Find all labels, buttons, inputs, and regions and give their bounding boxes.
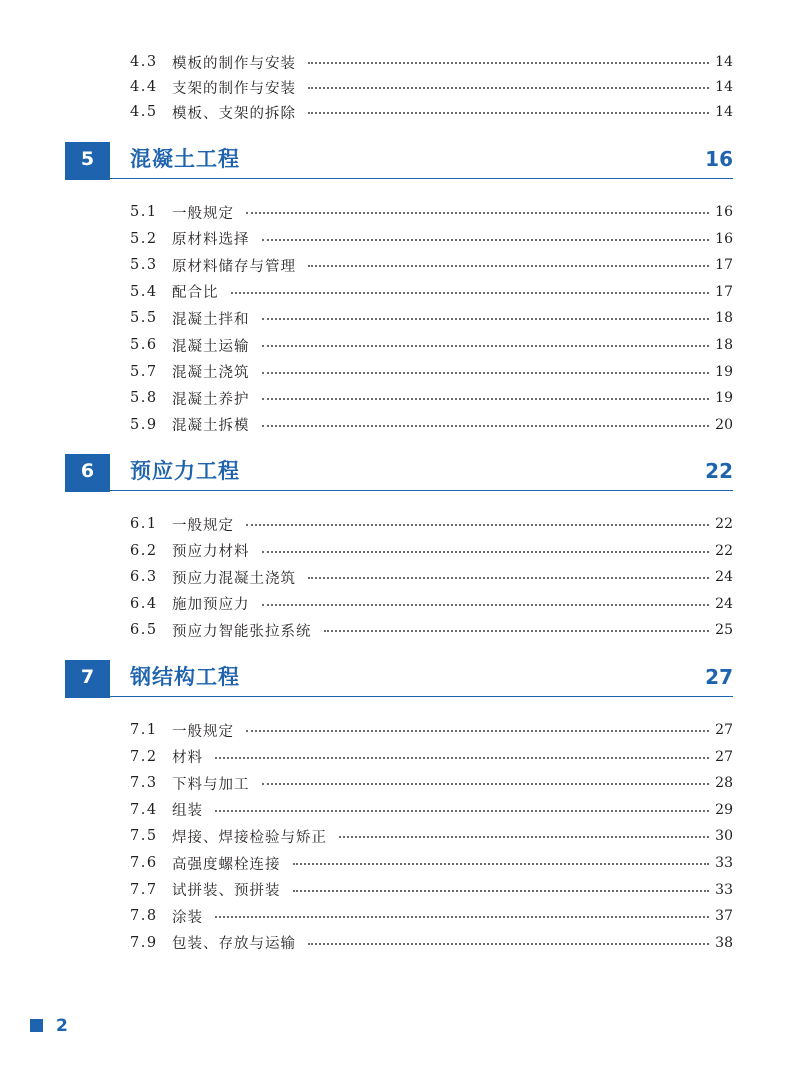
section-number: 5.7 bbox=[130, 363, 158, 380]
section-title: 材料 bbox=[172, 750, 203, 767]
chapter-divider bbox=[110, 696, 733, 697]
section-title: 混凝土拌和 bbox=[172, 311, 250, 328]
dot-leader bbox=[246, 524, 709, 526]
section-number: 7.6 bbox=[130, 855, 158, 871]
dot-leader bbox=[262, 345, 710, 347]
dot-leader bbox=[324, 630, 710, 632]
section-title: 模板的制作与安装 bbox=[172, 55, 296, 72]
section-page-number: 14 bbox=[715, 104, 733, 120]
toc-entry[interactable] bbox=[130, 200, 733, 224]
section-number: 7.7 bbox=[130, 881, 158, 898]
section-page-number: 16 bbox=[715, 230, 733, 247]
toc-entry[interactable] bbox=[130, 50, 733, 74]
section-title: 原材料选择 bbox=[172, 232, 250, 249]
toc-entry[interactable] bbox=[130, 878, 733, 902]
section-page-number: 22 bbox=[715, 516, 733, 532]
toc-entry[interactable] bbox=[130, 745, 733, 769]
dot-leader bbox=[308, 943, 709, 945]
dot-leader bbox=[293, 890, 710, 892]
section-number: 7.1 bbox=[130, 722, 158, 738]
footer-page-number: 2 bbox=[56, 1016, 68, 1036]
section-title: 涂装 bbox=[172, 909, 203, 926]
dot-leader bbox=[262, 318, 710, 320]
dot-leader bbox=[262, 551, 710, 553]
section-number: 6.1 bbox=[130, 516, 158, 532]
section-page-number: 38 bbox=[715, 934, 733, 951]
section-title: 支架的制作与安装 bbox=[172, 80, 296, 97]
toc-entry[interactable] bbox=[130, 851, 733, 875]
section-number: 5.8 bbox=[130, 390, 158, 407]
dot-leader bbox=[262, 783, 710, 785]
toc-entry[interactable] bbox=[130, 824, 733, 848]
section-title: 混凝土浇筑 bbox=[172, 365, 250, 382]
dot-leader bbox=[215, 916, 709, 918]
dot-leader bbox=[246, 212, 709, 214]
chapter-divider bbox=[110, 178, 733, 179]
toc-entry[interactable] bbox=[130, 565, 733, 589]
section-page-number: 30 bbox=[715, 828, 733, 845]
section-number: 5.4 bbox=[130, 283, 158, 300]
chapter-title: 预应力工程 bbox=[130, 459, 240, 483]
footer-marker bbox=[30, 1019, 43, 1032]
dot-leader bbox=[308, 112, 709, 114]
section-number: 5.3 bbox=[130, 257, 158, 274]
section-page-number: 19 bbox=[715, 363, 733, 380]
dot-leader bbox=[308, 265, 709, 267]
section-title: 一般规定 bbox=[172, 723, 234, 740]
section-number: 7.8 bbox=[130, 908, 158, 925]
section-title: 混凝土运输 bbox=[172, 338, 250, 355]
section-title: 混凝土养护 bbox=[172, 391, 250, 408]
section-number: 7.2 bbox=[130, 748, 158, 765]
section-number: 6.2 bbox=[130, 542, 158, 559]
section-page-number: 25 bbox=[715, 622, 733, 639]
section-page-number: 18 bbox=[715, 337, 733, 353]
chapter-number-badge: 7 bbox=[65, 660, 110, 694]
chapter-page-number: 22 bbox=[705, 459, 733, 483]
section-title: 预应力材料 bbox=[172, 544, 250, 561]
section-title: 混凝土拆模 bbox=[172, 418, 250, 435]
chapter-heading[interactable] bbox=[65, 452, 733, 492]
section-number: 7.5 bbox=[130, 828, 158, 845]
section-page-number: 19 bbox=[715, 390, 733, 407]
toc-entry[interactable] bbox=[130, 280, 733, 304]
toc-entry[interactable] bbox=[130, 227, 733, 251]
section-page-number: 22 bbox=[715, 542, 733, 559]
toc-entry[interactable] bbox=[130, 539, 733, 563]
section-number: 5.6 bbox=[130, 337, 158, 353]
dot-leader bbox=[339, 836, 709, 838]
dot-leader bbox=[262, 398, 710, 400]
section-number: 6.4 bbox=[130, 595, 158, 612]
section-page-number: 17 bbox=[715, 257, 733, 274]
toc-entry[interactable] bbox=[130, 771, 733, 795]
toc-entry[interactable] bbox=[130, 360, 733, 384]
dot-leader bbox=[231, 292, 710, 294]
chapter-number-badge: 6 bbox=[65, 454, 110, 488]
section-number: 6.3 bbox=[130, 569, 158, 586]
toc-entry[interactable] bbox=[130, 306, 733, 330]
toc-entry[interactable] bbox=[130, 904, 733, 928]
section-page-number: 27 bbox=[715, 748, 733, 765]
section-page-number: 14 bbox=[715, 54, 733, 70]
section-number: 5.9 bbox=[130, 416, 158, 433]
toc-entry[interactable] bbox=[130, 386, 733, 410]
chapter-title: 钢结构工程 bbox=[130, 665, 240, 689]
chapter-heading[interactable] bbox=[65, 658, 733, 698]
section-number: 7.9 bbox=[130, 934, 158, 951]
chapter-heading[interactable] bbox=[65, 140, 733, 180]
section-page-number: 27 bbox=[715, 722, 733, 738]
section-title: 试拼装、预拼装 bbox=[172, 883, 281, 900]
chapter-number-badge: 5 bbox=[65, 142, 110, 176]
section-page-number: 37 bbox=[715, 908, 733, 925]
section-title: 预应力混凝土浇筑 bbox=[172, 570, 296, 587]
section-page-number: 17 bbox=[715, 283, 733, 300]
chapter-badge-underline bbox=[65, 176, 110, 180]
section-title: 原材料储存与管理 bbox=[172, 258, 296, 275]
section-number: 5.1 bbox=[130, 204, 158, 220]
dot-leader bbox=[308, 577, 709, 579]
chapter-badge-underline bbox=[65, 694, 110, 698]
toc-entry[interactable] bbox=[130, 931, 733, 955]
section-title: 组装 bbox=[172, 803, 203, 820]
section-title: 高强度螺栓连接 bbox=[172, 856, 281, 873]
chapter-divider bbox=[110, 490, 733, 491]
chapter-page-number: 27 bbox=[705, 665, 733, 689]
dot-leader bbox=[262, 239, 710, 241]
section-page-number: 33 bbox=[715, 881, 733, 898]
dot-leader bbox=[293, 863, 710, 865]
section-title: 模板、支架的拆除 bbox=[172, 105, 296, 122]
dot-leader bbox=[215, 757, 709, 759]
section-page-number: 29 bbox=[715, 801, 733, 818]
dot-leader bbox=[246, 730, 709, 732]
toc-entry[interactable] bbox=[130, 100, 733, 124]
toc-entry[interactable] bbox=[130, 253, 733, 277]
toc-entry[interactable] bbox=[130, 592, 733, 616]
dot-leader bbox=[215, 810, 709, 812]
section-number: 7.4 bbox=[130, 801, 158, 818]
section-page-number: 28 bbox=[715, 775, 733, 792]
section-title: 配合比 bbox=[172, 285, 219, 302]
section-page-number: 33 bbox=[715, 855, 733, 871]
section-number: 7.3 bbox=[130, 775, 158, 792]
section-title: 一般规定 bbox=[172, 517, 234, 534]
dot-leader bbox=[262, 604, 710, 606]
section-number: 4.4 bbox=[130, 79, 158, 95]
section-title: 一般规定 bbox=[172, 205, 234, 222]
toc-entry[interactable] bbox=[130, 798, 733, 822]
section-title: 焊接、焊接检验与矫正 bbox=[172, 829, 327, 846]
section-page-number: 20 bbox=[715, 416, 733, 433]
toc-entry[interactable] bbox=[130, 413, 733, 437]
section-page-number: 16 bbox=[715, 204, 733, 220]
chapter-badge-underline bbox=[65, 488, 110, 492]
chapter-title: 混凝土工程 bbox=[130, 147, 240, 171]
section-number: 4.3 bbox=[130, 54, 158, 70]
dot-leader bbox=[262, 425, 710, 427]
section-title: 包装、存放与运输 bbox=[172, 936, 296, 953]
toc-entry[interactable] bbox=[130, 333, 733, 357]
toc-entry[interactable] bbox=[130, 718, 733, 742]
section-title: 施加预应力 bbox=[172, 597, 250, 614]
section-page-number: 18 bbox=[715, 310, 733, 327]
dot-leader bbox=[262, 372, 710, 374]
section-number: 5.2 bbox=[130, 230, 158, 247]
dot-leader bbox=[308, 62, 709, 64]
section-title: 预应力智能张拉系统 bbox=[172, 623, 312, 640]
dot-leader bbox=[308, 87, 709, 89]
section-title: 下料与加工 bbox=[172, 776, 250, 793]
toc-entry[interactable] bbox=[130, 618, 733, 642]
section-page-number: 14 bbox=[715, 79, 733, 95]
section-page-number: 24 bbox=[715, 569, 733, 586]
section-number: 6.5 bbox=[130, 622, 158, 639]
toc-entry[interactable] bbox=[130, 75, 733, 99]
section-number: 5.5 bbox=[130, 310, 158, 327]
toc-entry[interactable] bbox=[130, 512, 733, 536]
chapter-page-number: 16 bbox=[705, 147, 733, 171]
section-page-number: 24 bbox=[715, 595, 733, 612]
section-number: 4.5 bbox=[130, 104, 158, 120]
